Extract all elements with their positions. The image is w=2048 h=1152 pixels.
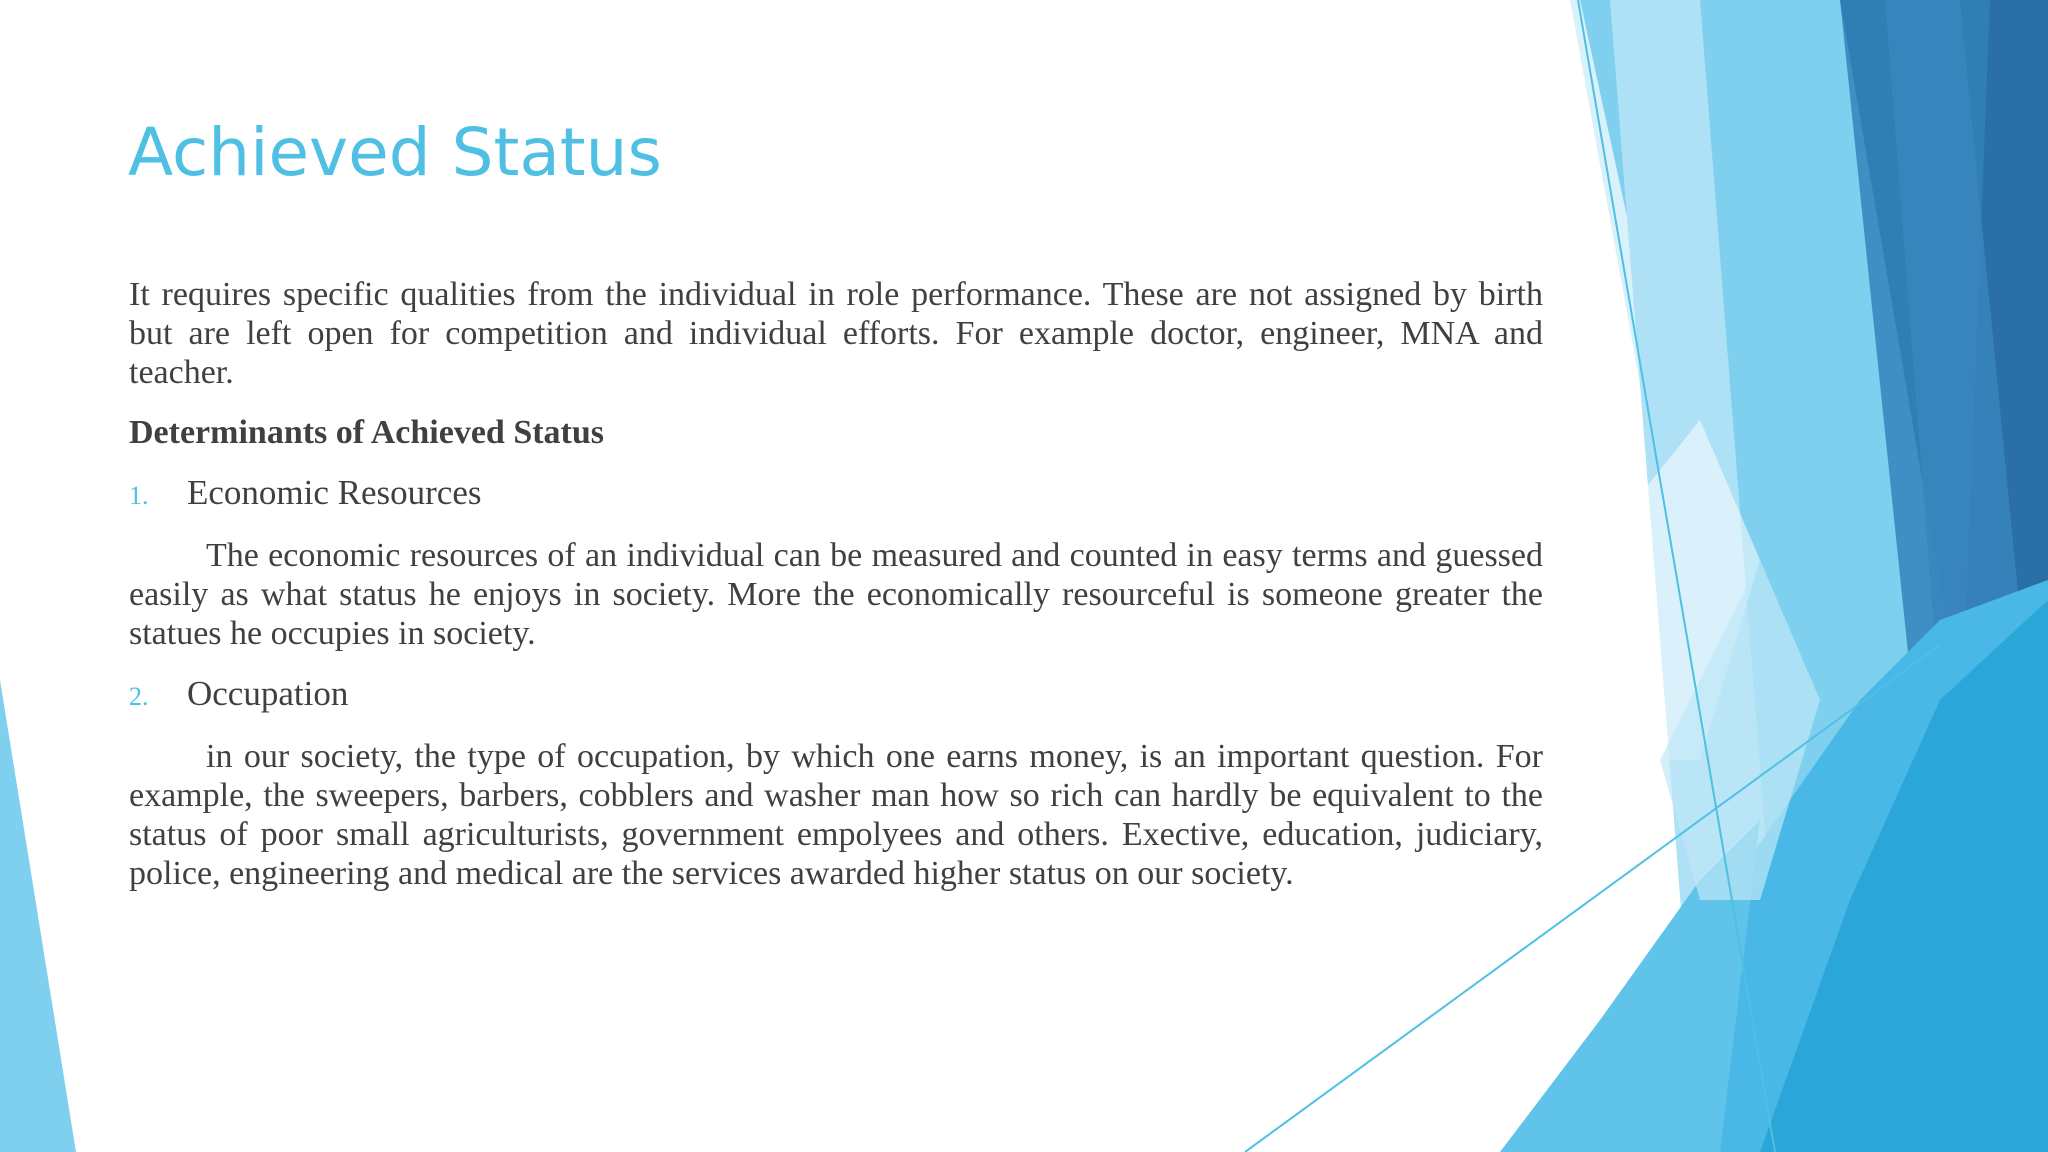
list-item-occupation <box>129 674 1543 716</box>
list-number: 2. <box>129 682 149 711</box>
section-heading: Determinants of Achieved Status <box>129 414 605 451</box>
intro-paragraph: It requires specific qualities from the individual in role performance. These are not assigned by birth but are left open for competition and individual efforts. For example doctor, engineer, MNA and teacher. <box>129 276 1543 391</box>
occupation-paragraph: in our society, the type of occupation, by which one earns money, is an important question. For example, the sweepers, barbers, cobblers and washer man how so rich can hardly be equivalent to the status of poor small agriculturists, government empolyees and others. Exective, education, judiciary, police, engineering and medical are the services awarded higher status on our society. <box>129 738 1543 892</box>
list-number: 1. <box>129 481 149 510</box>
facet-shape <box>0 680 76 1152</box>
economic-resources-paragraph: The economic resources of an individual can be measured and counted in easy terms and guessed easily as what status he enjoys in society. More the economically resourceful is someone greater the statues he occupies in society. <box>129 537 1543 652</box>
list-item-economic-resources <box>129 473 1543 515</box>
list-item-label: Occupation <box>187 674 349 713</box>
slide-title: Achieved Status <box>128 114 662 191</box>
slide-body <box>129 275 1543 893</box>
list-item-label: Economic Resources <box>187 473 482 512</box>
